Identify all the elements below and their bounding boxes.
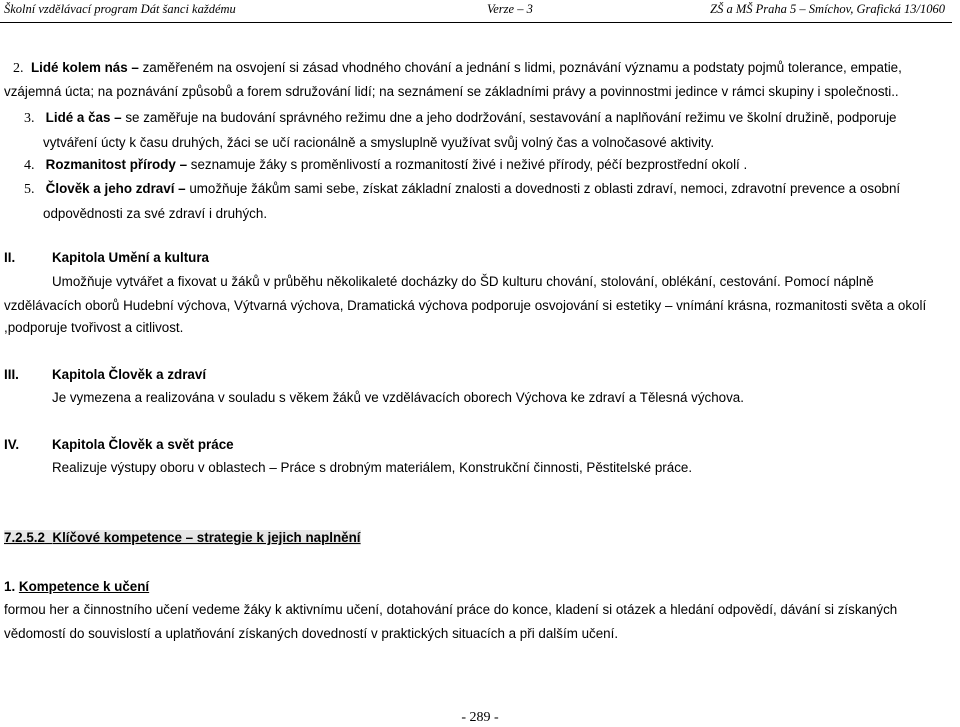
chapter-ii-line-1: Umožňuje vytvářet a fixovat u žáků v průběhu několikaleté docházky do ŠD kulturu chování, stolování, oblékání, cestování. Pomocí náplně (52, 274, 874, 289)
list-item-text: umožňuje žákům sami sebe, získat základní znalosti a dovednosti z oblasti zdraví, nemoci, zdravotní prevence a osobní (189, 181, 901, 196)
chapter-ii-line-2: vzdělávacích oborů Hudební výchova, Výtvarná výchova, Dramatická výchova podporuje osvojování si estetiky – vnímání krásna, rozmanitosti světa a okolí (4, 298, 927, 313)
chapter-iii-title: Kapitola Člověk a zdraví (52, 367, 207, 382)
list-item-5-line-2: odpovědnosti za své zdraví i druhých. (43, 206, 268, 221)
chapter-ii-line-3: ,podporuje tvořivost a citlivost. (4, 320, 184, 335)
page-number: - 289 - (461, 710, 499, 725)
chapter-ii-title: Kapitola Umění a kultura (52, 250, 210, 265)
list-item-title: Lidé a čas (45, 110, 111, 125)
header-divider (0, 22, 952, 23)
title-dash: – (127, 60, 143, 75)
header-version: Verze – 3 (487, 2, 533, 16)
chapter-iii-line-1: Je vymezena a realizována v souladu s věkem žáků ve vzdělávacích oborech Výchova ke zdraví a Tělesná výchova. (52, 390, 744, 405)
competence-heading (4, 579, 149, 595)
chapter-iii-roman: III. (4, 367, 19, 382)
chapter-ii-roman: II. (4, 250, 16, 265)
competence-line-2: vědomostí do souvislostí a uplatňování získaných dovedností v praktických situacích a při dalším učení. (4, 626, 619, 641)
page-header (0, 2, 960, 22)
list-item-4-line-1 (24, 157, 747, 174)
list-number: 2. (13, 61, 24, 76)
list-item-text: seznamuje žáky s proměnlivostí a rozmanitostí živé i neživé přírody, péčí bezprostřední okolí . (190, 157, 748, 172)
list-item-text: zaměřeném na osvojení si zásad vhodného chování a jednání s lidmi, poznávání významu a podstaty pojmů tolerance, empatie, (142, 60, 902, 75)
section-title: Klíčové kompetence – strategie k jejich naplnění (52, 530, 361, 545)
header-school-program: Školní vzdělávací program Dát šanci každému (4, 2, 236, 16)
competence-number: 1. (4, 579, 16, 594)
chapter-iv-line-1: Realizuje výstupy oboru v oblastech – Práce s drobným materiálem, Konstrukční činnosti, Pěstitelské práce. (52, 460, 693, 475)
title-dash: – (110, 110, 126, 125)
list-item-title: Rozmanitost přírody (45, 157, 176, 172)
list-item-title: Člověk a jeho zdraví (45, 181, 175, 196)
section-heading (4, 530, 361, 546)
list-item-2-line-1 (13, 60, 902, 77)
competence-line-1: formou her a činnostního učení vedeme žáky k aktivnímu učení, dotahování práce do konce, kladení si otázek a hledání odpovědí, dávání si získaných (4, 602, 898, 617)
list-item-3-line-1 (24, 110, 897, 127)
list-number: 5. (24, 182, 35, 197)
chapter-iv-roman: IV. (4, 437, 20, 452)
section-number: 7.2.5.2 (4, 530, 45, 545)
title-dash: – (175, 157, 191, 172)
header-school-address: ZŠ a MŠ Praha 5 – Smíchov, Grafická 13/1060 (710, 2, 945, 16)
list-item-2-line-2: vzájemná úcta; na poznávání způsobů a forem sdružování lidí; na seznámení se základními právy a povinnostmi jedince v rámci skupiny i společnosti.. (4, 84, 899, 99)
list-number: 4. (24, 158, 35, 173)
competence-title: Kompetence k učení (18, 579, 150, 594)
list-item-3-line-2: vytváření úcty k času druhých, žáci se učí racionálně a smysluplně využívat svůj volný čas a volnočasové aktivity. (43, 135, 715, 150)
list-item-title: Lidé kolem nás (30, 60, 128, 75)
title-dash: – (174, 181, 190, 196)
chapter-iv-title: Kapitola Člověk a svět práce (52, 437, 234, 452)
list-item-text: se zaměřuje na budování správného režimu dne a jeho dodržování, sestavování a naplňování režimu ve školní družině, podporuje (125, 110, 897, 125)
list-number: 3. (24, 111, 35, 126)
list-item-5-line-1 (24, 181, 900, 198)
